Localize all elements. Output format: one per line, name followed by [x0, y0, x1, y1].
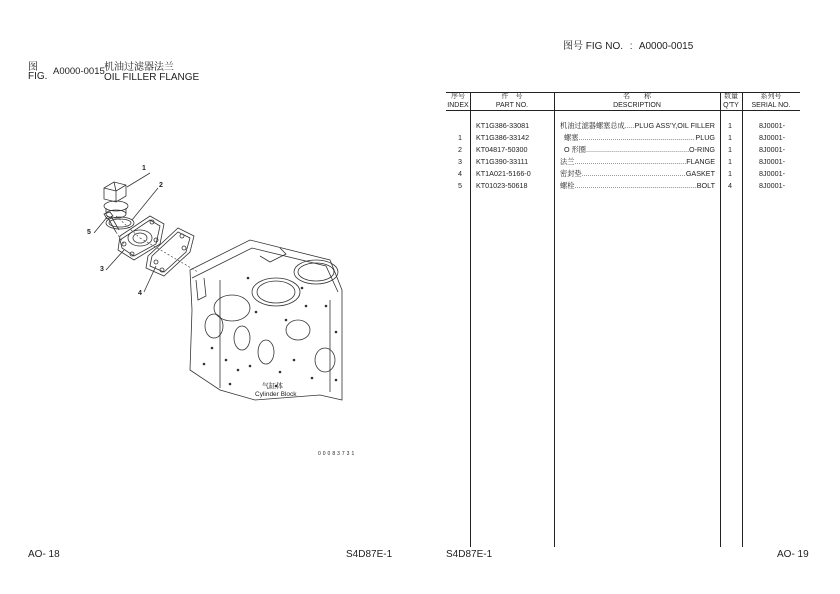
- fig-no: A0000-0015: [638, 41, 694, 52]
- fig-name-en: OIL FILLER FLANGE: [104, 72, 200, 83]
- callout-1: 1: [142, 165, 146, 172]
- row-serial: 8J0001-: [759, 169, 785, 178]
- row-qty: 1: [728, 133, 732, 142]
- row-qty: 1: [728, 121, 732, 130]
- callout-3: 3: [100, 266, 104, 273]
- parts-table: [446, 92, 800, 547]
- row-qty: 1: [728, 157, 732, 166]
- left-model: S4D87E-1: [346, 549, 393, 560]
- left-page-number: AO- 18: [28, 549, 60, 560]
- row-description: 螺栓 ..... BOLT: [560, 181, 715, 190]
- row-description: O 形圈 ..... O-RING: [564, 145, 715, 154]
- header-part-no: 件 号 PART NO.: [495, 93, 529, 109]
- row-index: 3: [458, 157, 462, 166]
- row-index: 1: [458, 133, 462, 142]
- header-index: 序号 INDEX: [447, 93, 469, 109]
- row-serial: 8J0001-: [759, 157, 785, 166]
- row-qty: 1: [728, 169, 732, 178]
- fig-label-en: FIG NO.: [585, 41, 624, 52]
- cylinder-block-label-en: Cylinder Block: [255, 391, 297, 398]
- cylinder-block-label-cn: 气缸体: [262, 383, 283, 390]
- row-description: 密封垫 ..... GASKET: [560, 169, 715, 178]
- row-part-no: KT04817-50300: [476, 145, 528, 154]
- row-index: 4: [458, 169, 462, 178]
- row-part-no: KT1G390-33111: [476, 157, 529, 166]
- fig-no-left: A0000-0015: [53, 66, 105, 77]
- fig-name-cn: 机油过滤器法兰: [104, 62, 174, 73]
- row-description: 法兰 ..... FLANGE: [560, 157, 715, 166]
- row-description: 机油过滤器螺塞总成 ..... PLUG ASS'Y,OIL FILLER: [560, 121, 715, 130]
- fig-label-cn: 图号: [563, 41, 583, 52]
- gasket-part: [146, 228, 194, 276]
- right-model: S4D87E-1: [446, 549, 493, 560]
- row-part-no: KT1A021-5166-0: [476, 169, 531, 178]
- row-index: 2: [458, 145, 462, 154]
- fig-label-cn-left: 图: [28, 62, 38, 73]
- row-index: 5: [458, 181, 462, 190]
- row-serial: 8J0001-: [759, 181, 785, 190]
- row-part-no: KT1G386-33142: [476, 133, 530, 142]
- drawing-code: 00083731: [318, 451, 357, 457]
- header-serial: 系列号 SERIAL NO.: [751, 93, 791, 109]
- row-part-no: KT1G386-33081: [476, 121, 530, 130]
- exploded-parts-drawing: [80, 160, 370, 465]
- fig-label-en-left: FIG.: [28, 71, 48, 82]
- row-part-no: KT01023-50618: [476, 181, 528, 190]
- header-description: 名 称 DESCRIPTION: [613, 93, 661, 109]
- callout-4: 4: [138, 290, 142, 297]
- callout-5: 5: [87, 229, 91, 236]
- row-qty: 1: [728, 145, 732, 154]
- cylinder-block: [190, 240, 342, 400]
- row-qty: 4: [728, 181, 732, 190]
- row-serial: 8J0001-: [759, 133, 785, 142]
- row-serial: 8J0001-: [759, 145, 785, 154]
- callout-2: 2: [159, 182, 163, 189]
- row-description: 螺塞 ..... PLUG: [564, 133, 715, 142]
- fig-no-header: [563, 37, 693, 52]
- fig-separator: :: [629, 41, 633, 52]
- row-serial: 8J0001-: [759, 121, 785, 130]
- flange-part: [118, 216, 164, 260]
- header-qty: 数量 Q'TY: [723, 93, 739, 109]
- right-page-number: AO- 19: [777, 549, 809, 560]
